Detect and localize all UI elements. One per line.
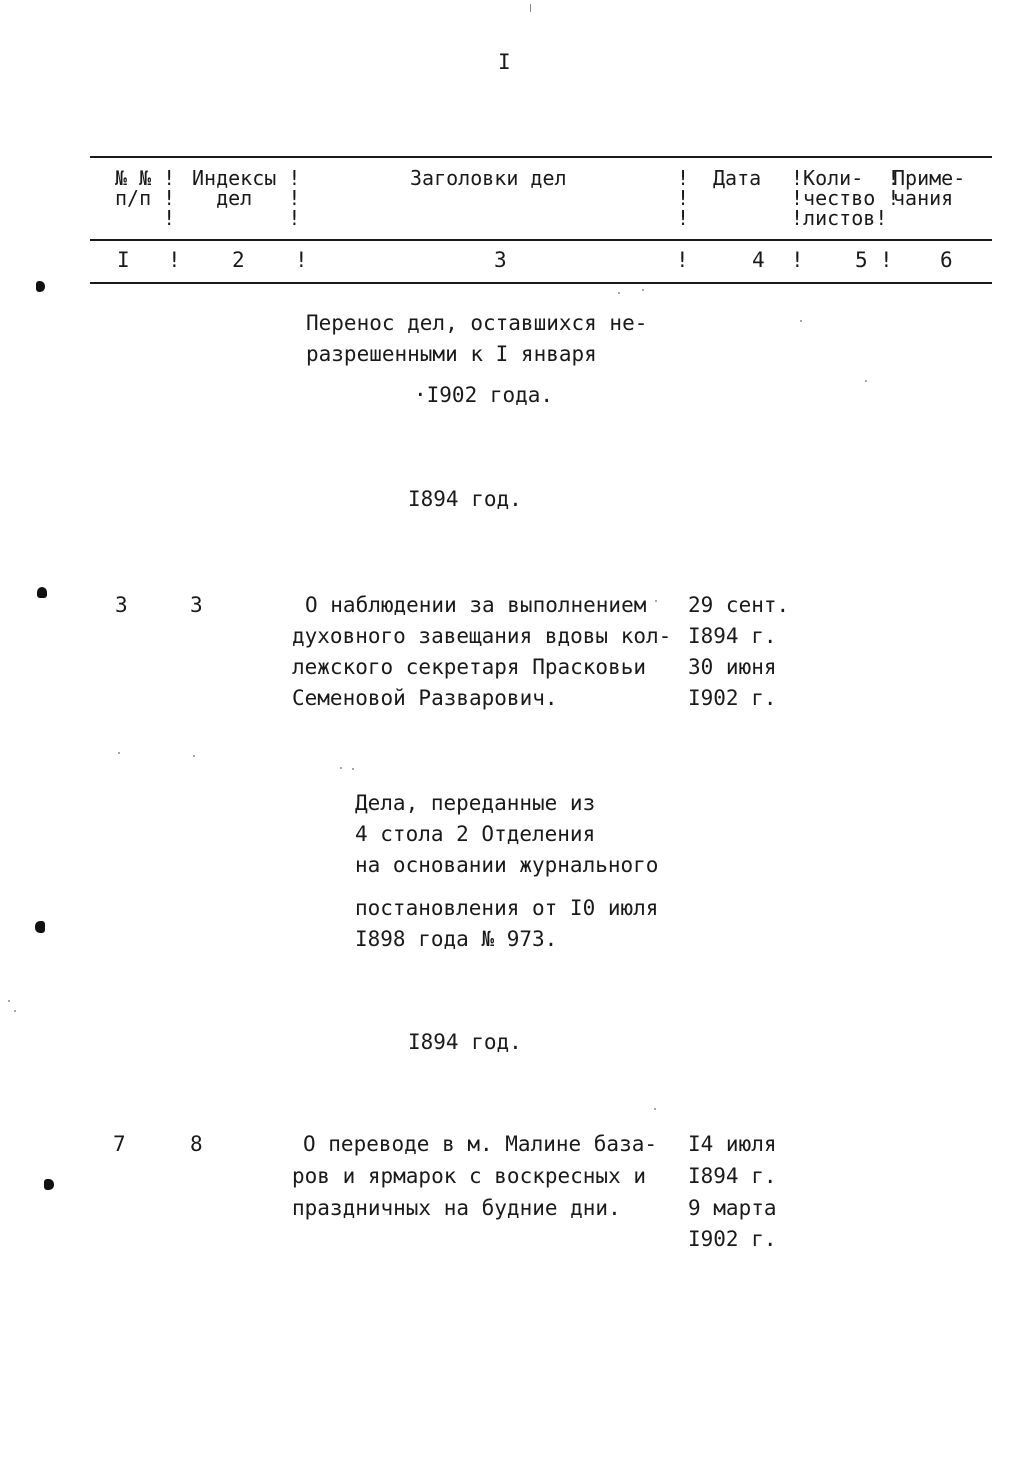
scan-speck <box>193 755 195 757</box>
scan-speck <box>14 1010 16 1012</box>
header-col-titles: Заголовки дел <box>410 166 567 190</box>
scan-speck <box>530 4 531 12</box>
binding-mark <box>37 587 47 598</box>
scan-speck <box>800 320 802 322</box>
binding-mark <box>35 921 45 933</box>
row-index: 8 <box>190 1132 203 1156</box>
scan-speck <box>118 752 120 754</box>
page-number: I <box>498 50 511 74</box>
header-mid-rule <box>90 239 992 241</box>
binding-mark <box>44 1179 54 1190</box>
scan-speck <box>8 1000 10 1002</box>
row-index: 3 <box>190 593 203 617</box>
row-number: 3 <box>115 593 128 617</box>
year-heading: I894 год. <box>408 487 522 511</box>
scan-speck <box>654 1108 656 1110</box>
header-top-rule <box>90 156 992 158</box>
scan-speck <box>655 600 657 602</box>
scan-speck <box>352 768 354 770</box>
year-heading: I894 год. <box>408 1030 522 1054</box>
scan-speck <box>340 767 342 769</box>
row-number: 7 <box>113 1132 126 1156</box>
binding-mark <box>36 281 45 292</box>
scan-speck <box>618 292 620 294</box>
scan-speck <box>865 380 867 382</box>
scan-speck <box>642 289 644 291</box>
header-col-date: Дата <box>713 166 762 190</box>
header-bottom-rule <box>90 282 992 284</box>
